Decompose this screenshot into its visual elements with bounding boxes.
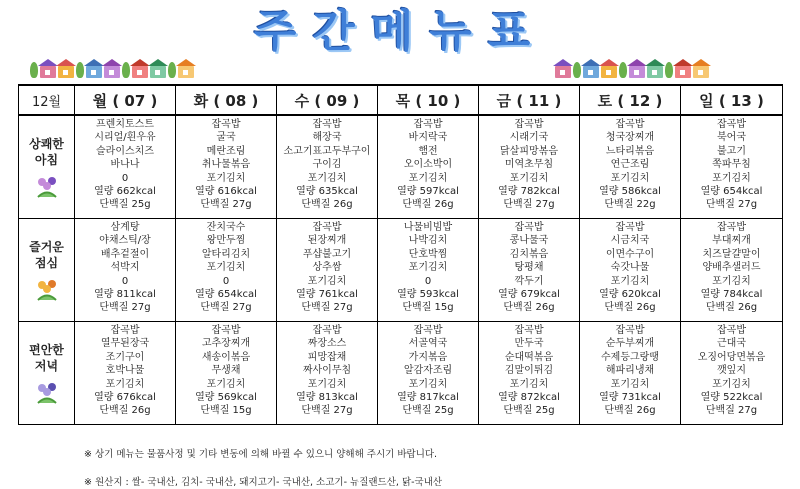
menu-item: 배추겉절이 xyxy=(100,248,150,260)
menu-item: 포기김치 xyxy=(307,275,347,287)
meal-row xyxy=(19,219,783,322)
tree-icon xyxy=(573,62,581,78)
calorie-value: 열량 597kcal xyxy=(397,186,459,198)
weekly-menu-table xyxy=(18,84,783,425)
menu-item: 굴국 xyxy=(216,132,236,144)
menu-cell xyxy=(580,322,681,425)
calorie-value: 열량 635kcal xyxy=(296,186,358,198)
menu-item: 포기김치 xyxy=(206,378,246,390)
menu-cell xyxy=(378,322,479,425)
menu-item: 무생채 xyxy=(211,365,241,377)
menu-item: 잡곡밥 xyxy=(413,325,443,336)
menu-item: 알타리김치 xyxy=(201,248,251,260)
protein-value: 단백질 26g xyxy=(705,302,758,314)
tree-icon xyxy=(76,62,84,78)
house-icon xyxy=(58,66,74,78)
menu-cell xyxy=(378,219,479,322)
menu-item: 석박지 xyxy=(110,262,140,274)
menu-item: 0 xyxy=(121,275,129,287)
menu-item: 조기구이 xyxy=(105,351,145,363)
menu-item: 잡곡밥 xyxy=(110,325,140,336)
header-row xyxy=(19,85,783,115)
calorie-value: 열량 654kcal xyxy=(195,289,257,301)
menu-item: 잡곡밥 xyxy=(514,325,544,336)
protein-value: 단백질 27g xyxy=(705,405,758,417)
meal-label-line2: 아침 xyxy=(34,153,59,167)
menu-item: 닭살피망볶음 xyxy=(500,145,558,157)
menu-item: 상추쌈 xyxy=(312,262,342,274)
menu-item: 잡곡밥 xyxy=(615,325,645,336)
menu-item: 콩나물국 xyxy=(509,235,549,247)
menu-cell xyxy=(176,219,277,322)
menu-item: 수제등그랑땡 xyxy=(601,351,659,363)
menu-item: 포기김치 xyxy=(712,172,751,184)
house-icon xyxy=(601,66,617,78)
menu-item: 포기김치 xyxy=(610,378,650,390)
menu-item: 김말이튀김 xyxy=(504,365,554,377)
menu-item: 연근조림 xyxy=(610,159,650,171)
calorie-value: 열량 761kcal xyxy=(296,289,358,301)
menu-item: 포기김치 xyxy=(206,262,246,274)
menu-item: 깻잎지 xyxy=(717,365,746,377)
menu-item: 잡곡밥 xyxy=(312,325,342,336)
menu-item: 알감자조림 xyxy=(403,365,453,377)
menu-item: 바나나 xyxy=(110,159,140,171)
menu-item: 포기김치 xyxy=(610,275,650,287)
protein-value: 단백질 25g xyxy=(503,405,555,417)
menu-cell xyxy=(277,219,378,322)
meal-label-line1: 편안한 xyxy=(29,343,64,357)
menu-item: 짜사이무침 xyxy=(302,365,352,377)
menu-item: 포기김치 xyxy=(206,172,246,184)
house-icon xyxy=(178,66,194,78)
menu-item: 탕평채 xyxy=(514,262,544,274)
menu-cell xyxy=(378,115,479,219)
protein-value: 단백질 26g xyxy=(301,199,353,211)
menu-item: 포기김치 xyxy=(610,172,650,184)
menu-cell xyxy=(681,219,783,322)
menu-item: 부대찌개 xyxy=(712,235,751,247)
menu-item: 잡곡밥 xyxy=(312,119,342,130)
menu-item: 피망잡채 xyxy=(307,351,347,363)
menu-item: 포기김치 xyxy=(408,378,448,390)
tree-icon xyxy=(168,62,176,78)
house-icon xyxy=(132,66,148,78)
menu-item: 왕만두찜 xyxy=(206,235,246,247)
menu-item: 포기김치 xyxy=(105,378,145,390)
menu-cell xyxy=(479,115,580,219)
flower-icon xyxy=(34,277,60,301)
menu-item: 포기김치 xyxy=(509,378,549,390)
footnote-origin: ※ 원산지 : 쌀- 국내산, 김치- 국내산, 돼지고기- 국내산, 소고기- 뉴질랜드산, 닭-국내산 xyxy=(84,477,443,488)
menu-item: 잡곡밥 xyxy=(615,222,645,233)
menu-cell xyxy=(176,115,277,219)
menu-item: 해파리냉채 xyxy=(605,365,655,377)
menu-item: 시리얼/흰우유 xyxy=(94,132,156,144)
footnote-disclaimer: ※ 상기 메뉴는 물품사정 및 기타 변동에 의해 바뀔 수 있으니 양해해 주시기 바랍니다. xyxy=(84,449,438,460)
menu-cell xyxy=(580,115,681,219)
meal-label xyxy=(19,219,75,322)
menu-item: 잡곡밥 xyxy=(717,222,746,233)
menu-item: 포기김치 xyxy=(307,378,347,390)
house-icon xyxy=(86,66,102,78)
house-icon xyxy=(40,66,56,78)
day-header-wed: 수 ( 09 ) xyxy=(277,85,378,115)
protein-value: 단백질 27g xyxy=(200,302,252,314)
menu-item: 포기김치 xyxy=(408,262,448,274)
day-header-mon: 월 ( 07 ) xyxy=(75,85,176,115)
house-icon xyxy=(629,66,645,78)
menu-item: 호박나물 xyxy=(105,365,145,377)
menu-item: 단호박찜 xyxy=(408,248,448,260)
menu-item: 오징어당면볶음 xyxy=(697,351,766,363)
protein-value: 단백질 26g xyxy=(604,302,656,314)
menu-item: 취나물볶음 xyxy=(201,159,251,171)
menu-item: 느타리볶음 xyxy=(605,145,655,157)
menu-item: 양배추샐러드 xyxy=(702,262,761,274)
menu-item: 김치볶음 xyxy=(509,248,549,260)
protein-value: 단백질 27g xyxy=(705,199,758,211)
menu-item: 불고기 xyxy=(717,145,746,157)
menu-item: 구이김 xyxy=(312,159,342,171)
month-header: 12월 xyxy=(19,85,75,115)
menu-item: 포기김치 xyxy=(712,378,751,390)
menu-item: 시금치국 xyxy=(610,235,650,247)
menu-item: 포기김치 xyxy=(509,172,549,184)
meal-label xyxy=(19,322,75,425)
protein-value: 단백질 22g xyxy=(604,199,656,211)
menu-item: 이면수구이 xyxy=(605,248,655,260)
menu-item: 미역초무침 xyxy=(504,159,554,171)
menu-item: 바지락국 xyxy=(408,132,448,144)
menu-item: 가지볶음 xyxy=(408,351,448,363)
calorie-value: 열량 817kcal xyxy=(397,392,459,404)
menu-item: 해장국 xyxy=(312,132,342,144)
menu-item: 잔치국수 xyxy=(206,222,246,233)
protein-value: 단백질 27g xyxy=(503,199,555,211)
meal-label-line1: 즐거운 xyxy=(29,240,64,254)
house-icon xyxy=(104,66,120,78)
menu-cell xyxy=(479,322,580,425)
menu-item: 야채스틱/장 xyxy=(99,235,151,247)
menu-item: 만두국 xyxy=(514,338,544,350)
menu-item: 0 xyxy=(121,172,129,184)
menu-cell xyxy=(580,219,681,322)
menu-item: 포기김치 xyxy=(307,172,347,184)
calorie-value: 열량 813kcal xyxy=(296,392,358,404)
menu-item: 쪽파무침 xyxy=(712,159,751,171)
house-icon xyxy=(647,66,663,78)
house-icon xyxy=(555,66,571,78)
day-header-thu: 목 ( 10 ) xyxy=(378,85,479,115)
calorie-value: 열량 522kcal xyxy=(700,392,763,404)
menu-cell xyxy=(479,219,580,322)
menu-item: 서골역국 xyxy=(408,338,448,350)
tree-icon xyxy=(30,62,38,78)
house-icon xyxy=(583,66,599,78)
house-icon xyxy=(693,66,709,78)
menu-item: 슬라이스치즈 xyxy=(96,145,154,157)
tree-icon xyxy=(619,62,627,78)
menu-item: 고추장찌개 xyxy=(201,338,251,350)
menu-item: 깍두기 xyxy=(514,275,544,287)
calorie-value: 열량 654kcal xyxy=(700,186,763,198)
menu-item: 0 xyxy=(222,275,230,287)
day-header-sun: 일 ( 13 ) xyxy=(681,85,783,115)
calorie-value: 열량 784kcal xyxy=(700,289,763,301)
menu-item: 햄전 xyxy=(418,145,438,157)
protein-value: 단백질 26g xyxy=(99,405,151,417)
meal-label-line2: 저녁 xyxy=(34,359,59,373)
menu-item: 잡곡밥 xyxy=(211,325,241,336)
menu-item: 잡곡밥 xyxy=(514,222,544,233)
menu-item: 순두부찌개 xyxy=(605,338,655,350)
menu-item: 근대국 xyxy=(717,338,746,350)
calorie-value: 열량 679kcal xyxy=(498,289,560,301)
menu-item: 포기김치 xyxy=(712,275,751,287)
menu-cell xyxy=(681,322,783,425)
protein-value: 단백질 27g xyxy=(200,199,252,211)
protein-value: 단백질 15g xyxy=(402,302,454,314)
calorie-value: 열량 811kcal xyxy=(94,289,156,301)
protein-value: 단백질 27g xyxy=(301,405,353,417)
menu-item: 시래기국 xyxy=(509,132,549,144)
flower-icon xyxy=(34,380,60,404)
menu-item: 소고기표고두부구이 xyxy=(283,145,371,157)
calorie-value: 열량 620kcal xyxy=(599,289,661,301)
menu-item: 푸샵불고기 xyxy=(302,248,352,260)
menu-item: 잡곡밥 xyxy=(615,119,645,130)
tree-icon xyxy=(122,62,130,78)
protein-value: 단백질 25g xyxy=(402,405,454,417)
calorie-value: 열량 616kcal xyxy=(195,186,257,198)
tree-icon xyxy=(665,62,673,78)
menu-item: 나물비빔밥 xyxy=(403,222,453,233)
menu-item: 나박김치 xyxy=(408,235,448,247)
menu-item: 삼계탕 xyxy=(110,222,140,233)
menu-cell xyxy=(681,115,783,219)
menu-item: 잡곡밥 xyxy=(312,222,342,233)
village-decoration-right xyxy=(555,56,709,78)
village-decoration-left xyxy=(30,56,194,78)
calorie-value: 열량 662kcal xyxy=(94,186,156,198)
menu-item: 잡곡밥 xyxy=(717,325,746,336)
calorie-value: 열량 586kcal xyxy=(599,186,661,198)
protein-value: 단백질 15g xyxy=(200,405,252,417)
calorie-value: 열량 593kcal xyxy=(397,289,459,301)
protein-value: 단백질 26g xyxy=(402,199,454,211)
calorie-value: 열량 872kcal xyxy=(498,392,560,404)
day-header-fri: 금 ( 11 ) xyxy=(479,85,580,115)
protein-value: 단백질 27g xyxy=(99,302,151,314)
calorie-value: 열량 569kcal xyxy=(195,392,257,404)
house-icon xyxy=(150,66,166,78)
menu-item: 잡곡밥 xyxy=(211,119,241,130)
menu-item: 잡곡밥 xyxy=(717,119,746,130)
menu-item: 오이소박이 xyxy=(403,159,453,171)
menu-cell xyxy=(176,322,277,425)
meal-label-line1: 상쾌한 xyxy=(29,137,64,151)
day-header-sat: 토 ( 12 ) xyxy=(580,85,681,115)
menu-cell xyxy=(277,115,378,219)
page-title: 주간메뉴표 xyxy=(253,6,547,57)
meal-row xyxy=(19,115,783,219)
menu-item: 새송이볶음 xyxy=(201,351,251,363)
menu-item: 프렌치토스트 xyxy=(96,119,154,130)
protein-value: 단백질 26g xyxy=(503,302,555,314)
menu-item: 포기김치 xyxy=(408,172,448,184)
menu-item: 북어국 xyxy=(717,132,746,144)
menu-item: 청국장찌개 xyxy=(605,132,655,144)
menu-item: 잡곡밥 xyxy=(514,119,544,130)
menu-item: 0 xyxy=(424,275,432,287)
day-header-tue: 화 ( 08 ) xyxy=(176,85,277,115)
menu-item: 순대떡볶음 xyxy=(504,351,554,363)
calorie-value: 열량 731kcal xyxy=(599,392,661,404)
protein-value: 단백질 26g xyxy=(604,405,656,417)
calorie-value: 열량 676kcal xyxy=(94,392,156,404)
protein-value: 단백질 25g xyxy=(99,199,151,211)
protein-value: 단백질 27g xyxy=(301,302,353,314)
menu-item: 짜장소스 xyxy=(307,338,347,350)
meal-label xyxy=(19,115,75,219)
flower-icon xyxy=(34,174,60,198)
menu-item: 메란조림 xyxy=(206,145,246,157)
meal-label-line2: 점심 xyxy=(34,256,59,270)
menu-item: 열무된장국 xyxy=(100,338,150,350)
menu-cell xyxy=(277,322,378,425)
menu-item: 잡곡밥 xyxy=(413,119,443,130)
menu-cell xyxy=(75,219,176,322)
menu-item: 된장찌개 xyxy=(307,235,347,247)
menu-cell xyxy=(75,322,176,425)
menu-item: 숙갓나물 xyxy=(610,262,650,274)
calorie-value: 열량 782kcal xyxy=(498,186,560,198)
meal-row xyxy=(19,322,783,425)
menu-cell xyxy=(75,115,176,219)
menu-item: 치즈달걀말이 xyxy=(702,248,761,260)
house-icon xyxy=(675,66,691,78)
